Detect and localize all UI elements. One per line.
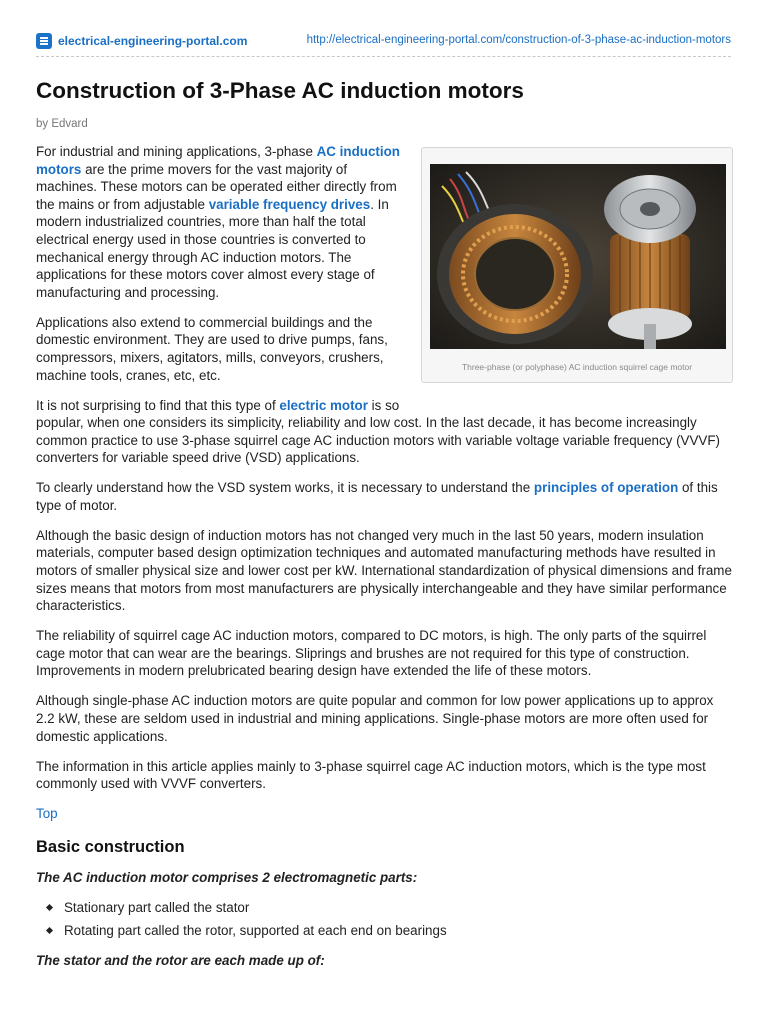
paragraph-4-text-a: To clearly understand how the VSD system works, it is necessary to understand the — [36, 480, 534, 496]
paragraph-6: The reliability of squirrel cage AC induction motors, compared to DC motors, is high. The only parts of the squirrel cage motor that can wear are the bearings. Sliprings and brushes are not required for this type of construction. Improvements in modern prelubricated bearing design have extended the life of these motors. — [36, 628, 707, 679]
page-title: Construction of 3-Phase AC induction motors — [36, 78, 524, 103]
paragraph-1-text-a: For industrial and mining applications, 3-phase — [36, 144, 317, 159]
variable-frequency-drives-link[interactable]: variable frequency drives — [208, 196, 371, 212]
figure-caption: Three-phase (or polyphase) AC induction squirrel cage motor — [461, 362, 693, 372]
page-url-link[interactable]: http://electrical-engineering-portal.com/construction-of-3-phase-ac-induction-motors — [306, 34, 731, 46]
paragraph-4 — [36, 479, 733, 514]
article-body — [36, 143, 733, 982]
author-byline: by Edvard — [36, 118, 88, 130]
lead-text-1: The AC induction motor comprises 2 electromagnetic parts: — [36, 869, 418, 885]
list-item — [64, 922, 733, 940]
bullet-icon — [46, 904, 53, 911]
paragraph-8: The information in this article applies mainly to 3-phase squirrel cage AC induction motors, which is the type most commonly used with VVVF converters. — [36, 758, 706, 792]
lead-text-2: The stator and the rotor are each made up of: — [36, 952, 325, 968]
site-header — [36, 30, 731, 57]
paragraph-1-text-c: . In modern industrialized countries, more than half the total electrical energy used in those countries is converted to mechanical energy through AC induction motors. The applications for these motors cover almost every stage of manufacturing and processing. — [36, 196, 389, 300]
motor-photo-illustration — [430, 164, 726, 349]
list-item-text: Stationary part called the stator — [64, 899, 250, 915]
paragraph-3 — [36, 397, 733, 467]
paragraph-4-text-b: of this type of motor. — [36, 480, 718, 513]
parts-list — [36, 899, 733, 940]
paragraph-3-text-b: is so popular, when one considers its simplicity, reliability and low cost. In the last decade, it has become increasingly common practice to use 3-phase squirrel cage AC induction motors with variable voltage variable frequency (VVVF) converters for variable speed drive (VSD) applications. — [36, 397, 720, 466]
principles-of-operation-link[interactable]: principles of operation — [533, 480, 679, 496]
ac-induction-motors-link[interactable]: AC induction motors — [36, 144, 400, 177]
section-heading: Basic construction — [36, 837, 185, 856]
bullet-icon — [46, 927, 53, 934]
motor-figure — [421, 147, 733, 383]
paragraph-2: Applications also extend to commercial buildings and the domestic environment. They are used to drive pumps, fans, compressors, mixers, agitators, mills, conveyors, crushers, machine tools, cranes, etc, etc. — [36, 314, 388, 383]
paragraph-1-text-b: are the prime movers for the vast majority of machines. These motors can be operated either directly from the mains or from adjustable — [36, 161, 397, 212]
motor-photo — [430, 164, 726, 349]
top-link[interactable]: Top — [36, 806, 58, 822]
paragraph-3-text-a: It is not surprising to find that this type of — [36, 397, 280, 413]
top-link-row — [36, 805, 733, 823]
electric-motor-link[interactable]: electric motor — [279, 397, 368, 413]
list-item — [64, 899, 733, 917]
paragraph-5: Although the basic design of induction motors has not changed very much in the last 50 years, modern insulation materials, computer based design optimization techniques and automated manufacturing methods have resulted in motors of smaller physical size and lower cost per kW. International standardization of physical dimensions and frame sizes means that motors from most manufacturers are physically interchangeable and they have similar performance characteristics. — [36, 527, 732, 614]
site-name-link[interactable]: electrical-engineering-portal.com — [58, 34, 248, 48]
list-item-text: Rotating part called the rotor, supported at each end on bearings — [64, 923, 447, 939]
paragraph-7: Although single-phase AC induction motors are quite popular and common for low power applications up to approx 2.2 kW, these are seldom used in industrial and mining applications. Single-phase motors are more often used for domestic applications. — [36, 693, 714, 744]
site-logo-icon — [36, 33, 52, 49]
